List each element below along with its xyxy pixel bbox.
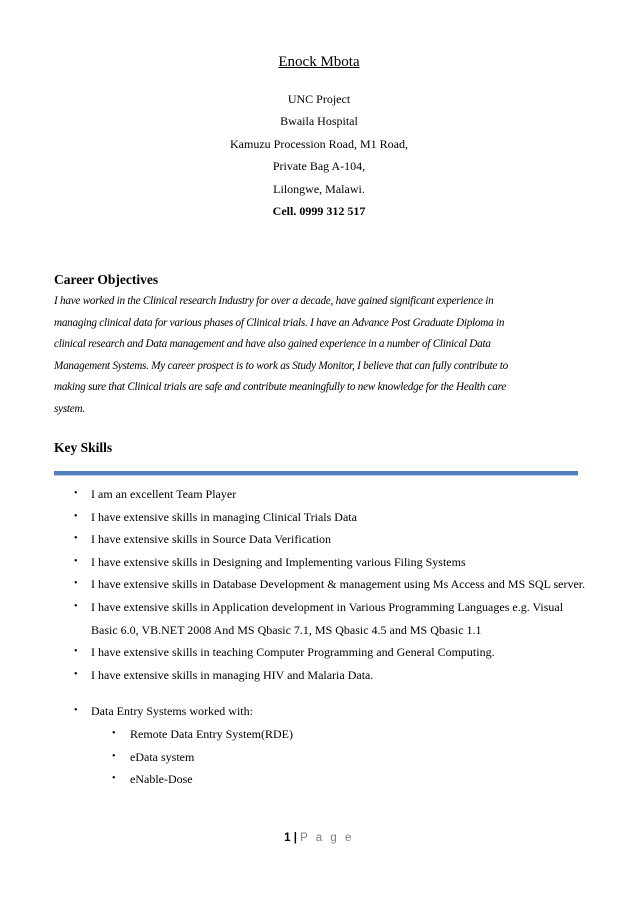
data-entry-system: eNable-Dose: [130, 772, 193, 787]
list-item: [0, 528, 638, 551]
objective-line: system.: [54, 402, 85, 415]
list-item: [0, 641, 638, 664]
data-entry-system: Remote Data Entry System(RDE): [130, 726, 293, 741]
list-item: [0, 664, 638, 687]
list-item: [0, 551, 638, 574]
objective-line: I have worked in the Clinical research Industry for over a decade, have gained significant experience in: [54, 295, 494, 307]
skill-text: I have extensive skills in Source Data Verification: [91, 532, 332, 547]
bullet-icon: •: [74, 600, 78, 612]
career-objectives-heading: Career Objectives: [54, 272, 159, 287]
list-item: [0, 700, 638, 723]
page-label: P a g e: [300, 832, 354, 844]
objective-line: Management Systems. My career prospect is to work as Study Monitor, I believe that can fully contribute to: [54, 359, 508, 372]
list-spacer: [0, 686, 638, 700]
skill-text: I have extensive skills in teaching Computer Programming and General Computing.: [91, 645, 495, 660]
page-footer: [0, 832, 638, 844]
list-item: [0, 596, 638, 641]
skill-text: I am an excellent Team Player: [91, 487, 237, 501]
list-item: [0, 768, 638, 791]
objective-line: making sure that Clinical trials are safe and contribute meaningfully to new knowledge for the Health care: [54, 381, 507, 393]
applicant-name: Enock Mbota: [278, 54, 360, 70]
data-entry-system: eData system: [130, 749, 195, 764]
objective-line: managing clinical data for various phases of Clinical trials. I have an Advance Post Graduate Diploma in: [54, 316, 505, 329]
career-objective-text: [54, 291, 584, 420]
bullet-icon: •: [74, 488, 78, 499]
key-skills-heading: Key Skills: [54, 440, 113, 455]
bullet-icon: •: [74, 668, 78, 680]
skill-text: I have extensive skills in Database Development & management using Ms Access and MS SQL server.: [91, 577, 586, 592]
cell-number: Cell. 0999 312 517: [272, 204, 366, 219]
address-block: [0, 88, 638, 222]
list-item: [0, 573, 638, 596]
address-line: Kamuzu Procession Road, M1 Road,: [230, 136, 408, 151]
page-number: 1: [284, 832, 291, 844]
address-line: Lilongwe, Malawi.: [273, 181, 365, 196]
bullet-icon: •: [74, 533, 78, 545]
address-line: UNC Project: [287, 92, 351, 106]
objective-line: clinical research and Data management and have also gained experience in a number of Clinical Data: [54, 338, 491, 350]
list-item: [0, 506, 638, 529]
bullet-icon: •: [74, 510, 78, 522]
list-item: [0, 723, 638, 746]
skill-text: I have extensive skills in managing Clinical Trials Data: [91, 509, 357, 524]
bullet-icon: •: [74, 646, 78, 658]
list-item: [0, 483, 638, 506]
bullet-icon: •: [112, 727, 116, 739]
skill-text: I have extensive skills in Designing and Implementing various Filing Systems: [91, 554, 466, 569]
bullet-icon: •: [112, 773, 116, 785]
key-skills-list: [0, 483, 638, 791]
skill-text: I have extensive skills in managing HIV and Malaria Data.: [91, 667, 374, 682]
bullet-icon: •: [74, 555, 78, 567]
bullet-icon: •: [74, 578, 78, 590]
section-divider: [54, 471, 578, 476]
bullet-icon: •: [112, 750, 116, 762]
address-line: Bwaila Hospital: [280, 114, 358, 129]
skill-text: I have extensive skills in Application development in Various Programming Languages e.g. Visual Basic 6.0, VB.NET 2008 And MS Qbasic 7.1, MS Qbasic 4.5 and MS Qbasic 1.1: [91, 599, 564, 637]
data-entry-label: Data Entry Systems worked with:: [91, 704, 253, 719]
footer-separator: |: [293, 832, 297, 844]
bullet-icon: •: [74, 705, 78, 717]
list-item: [0, 746, 638, 769]
address-line: Private Bag A-104,: [272, 159, 366, 174]
